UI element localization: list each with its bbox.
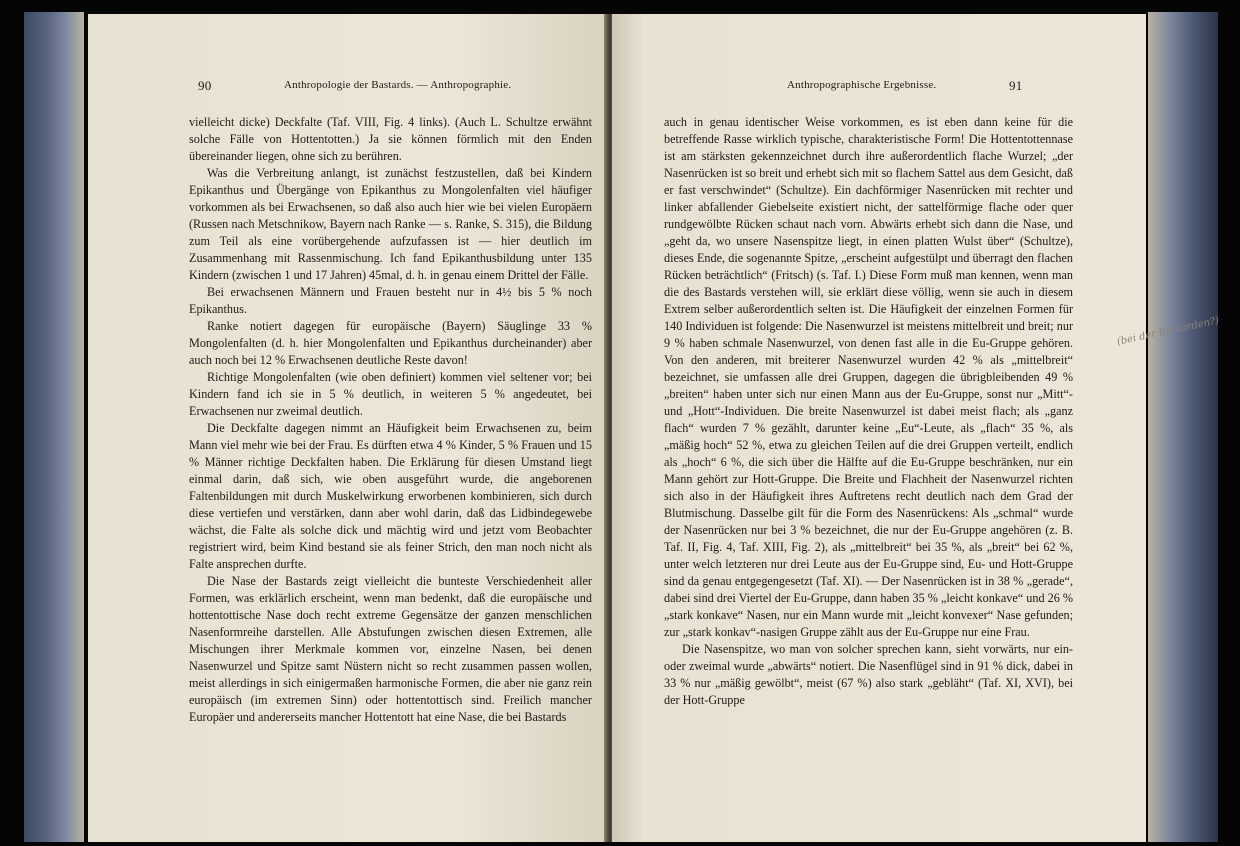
paragraph: Die Nasenspitze, wo man von solcher sprechen kann, sieht vorwärts, nur ein- oder zweimal wurde „abwärts“ notiert. Die Nasenflügel sind in 91 % dick, dabei in 33 % nur „mäßig gewölbt“, meist (67 %) also stark „gebläht“ (Taf. XI, XVI), bei der Hott-Gruppe <box>664 642 1073 707</box>
paragraph: vielleicht dicke) Deckfalte (Taf. VIII, Fig. 4 links). (Auch L. Schultze erwähnt solche Fälle von Hottentotten.) Ja sie können förmlich mit den Enden übereinander liegen, ohne sich zu berühren. <box>189 115 592 163</box>
running-head-left <box>88 78 608 100</box>
page-number: 91 <box>1009 78 1023 93</box>
body-text-left <box>189 114 592 726</box>
running-title: Anthropographische Ergebnisse. <box>787 79 937 91</box>
running-title: Anthropologie der Bastards. — Anthropographie. <box>284 79 512 91</box>
book-edge-left <box>24 12 84 842</box>
running-head-right <box>612 78 1146 100</box>
page-number: 90 <box>198 78 212 93</box>
paragraph: Was die Verbreitung anlangt, ist zunächst festzustellen, daß bei Kindern Epikanthus und Übergänge von Epikanthus zu Mongolenfalten viel häufiger vorkommen als bei Erwachsenen, so daß also auch hier wie bei vielen Europäern (Russen nach Metschnikow, Bayern nach Ranke — s. Ranke, S. 315), die Bildung zum Teil als eine vorübergehende aufzufassen ist — hier deutlich im Zusammenhang mit Rassenmischung. Ich fand Epikanthusbildung unter 135 Kindern (zwischen 1 und 17 Jahren) 45mal, d. h. in genau einem Drittel der Fälle. <box>189 166 592 282</box>
paragraph: Bei erwachsenen Männern und Frauen besteht nur in 4½ bis 5 % noch Epikanthus. <box>189 285 592 316</box>
paragraph: Richtige Mongolenfalten (wie oben definiert) kommen viel seltener vor; bei Kindern fand ich sie in 5 % deutlich, in weiteren 5 % angedeutet, bei Erwachsenen nur zweimal deutlich. <box>189 370 592 418</box>
book-edge-right <box>1148 12 1218 842</box>
paragraph: Die Deckfalte dagegen nimmt an Häufigkeit beim Erwachsenen zu, beim Mann viel mehr wie bei der Frau. Es dürften etwa 4 % Kinder, 5 % Frauen und 15 % Männer richtige Deckfalten haben. Die Erklärung für diesen Umstand liegt einmal darin, daß sich, wie oben ausgeführt wurde, die angeborenen Faltenbildungen mit durch Muskelwirkung erworbenen kombinieren, sich durch diese vertiefen und verstärken, dann aber wohl darin, daß das Lidbindegewebe wächst, die Falte als solche dick und mächtig wird und jetzt vom Beobachter registriert wird, beim Kind bestand sie als feiner Strich, den man noch nicht als Falte ansprechen durfte. <box>189 421 592 571</box>
handwritten-margin-note: (bei der Bastarden?) <box>1115 315 1221 348</box>
body-text-right <box>664 114 1073 709</box>
paragraph: auch in genau identischer Weise vorkommen, es ist eben dann keine für die betreffende Rasse wirklich typische, charakteristische Form! Die Hottentottennase ist am stärksten gekennzeichnet durch ihre außerordentlich flache Wurzel; „der Nasenrücken ist so breit und erhebt sich mit so flachem Sattel aus dem Gesicht, daß er fast verschwindet“ (Schultze). Ein dachförmiger Nasenrücken mit rechter und linker abfallender Giebelseite existiert nicht, der sattelförmige flache oder quer rundgewölbte Rücken schaut nach vorn. Abwärts erhebt sich dann die Nase, und „geht da, wo unsere Nasenspitze liegt, in einen platten Wulst über“ (Schultze), dieses Ende, die sogenannte Spitze, „erscheint aufgestülpt und überragt den flachen Rücken beträchtlich“ (Fritsch) (s. Taf. I.) Diese Form muß man kennen, wenn man die des Bastards verstehen will, sie erklärt diese völlig, wenn sie auch in diesem Extrem selber außerordentlich selten ist. Die Häufigkeit der einzelnen Formen für 140 Individuen ist folgende: Die Nasenwurzel ist meistens mittelbreit und breit; nur 9 % haben schmale Nasenwurzel, von denen fast alle in die Eu-Gruppe gehören. Von den anderen, mit breiterer Nasenwurzel wurden 42 % als „mittelbreit“ bezeichnet, sie umfassen alle drei Gruppen, dagegen die übrigbleibenden 49 % „breiten“ haben unter sich nur einen Mann aus der Eu-Gruppe, sonst nur „Mitt“- und „Hott“-Individuen. Die breite Nasenwurzel ist dabei meist flach; als „ganz flach“ wurden 7 % gezählt, darunter keine „Eu“-Leute, als „flach“ 35 %, als „mäßig hoch“ 52 %, etwa zu gleichen Teilen auf die drei Gruppen verteilt, endlich als „hoch“ 6 %, die sich über die Hälfte auf die Eu-Gruppe beschränken, nur ein Mann gehört zur Hott-Gruppe. Die Breite und Flachheit der Nasenwurzel richten sich also in der Häufigkeit ihres Auftretens recht deutlich nach dem Grad der Blutmischung. Dasselbe gilt für die Form des Nasenrückens: Als „schmal“ wurde der Nasenrücken nur bei 3 % bezeichnet, die nur der Eu-Gruppe angehören (z. B. Taf. II, Fig. 4, Taf. XIII, Fig. 2), als „mittelbreit“ bei 35 %, als „breit“ bei 62 %, unter welch letzteren nur drei Leute aus der Eu-Gruppe sind, Eu- und Hott-Gruppe sind da genau entgegengesetzt (Taf. XI). — Der Nasenrücken ist in 38 % „gerade“, dabei sind drei Viertel der Eu-Gruppe, dann haben 35 % „leicht konkave“ und 26 % „stark konkave“ Nasen, nur ein Mann wurde mit „leicht konvexer“ Nase gefunden; zur „stark konkav“-nasigen Gruppe zählt aus der Eu-Gruppe nur eine Frau. <box>664 115 1073 639</box>
paragraph: Ranke notiert dagegen für europäische (Bayern) Säuglinge 33 % Mongolenfalten (d. h. hier Mongolenfalten und Epikanthus durcheinander) aber auch noch bei 12 % Erwachsenen deutliche Reste davon! <box>189 319 592 367</box>
left-page <box>88 14 608 842</box>
paragraph: Die Nase der Bastards zeigt vielleicht die bunteste Verschiedenheit aller Formen, was erklärlich erscheint, wenn man bedenkt, daß die europäische und hottentottische Nase doch recht extreme Gegensätze der ganzen menschlichen Nasenformreihe darstellen. Alle Abstufungen zwischen diesen Extremen, alle Mischungen ihrer Merkmale kommen vor, einzelne Nasen, bei denen Nasenwurzel und Spitze samt Nüstern nicht so recht zusammen passen wollen, meist allerdings in sich einigermaßen harmonische Formen, die aber nie ganz rein europäisch (im extremen Sinn) oder hottentottisch sind. Freilich mancher Europäer und andererseits mancher Hottentott hat eine Nase, die bei Bastards <box>189 574 592 724</box>
right-page <box>612 14 1221 842</box>
